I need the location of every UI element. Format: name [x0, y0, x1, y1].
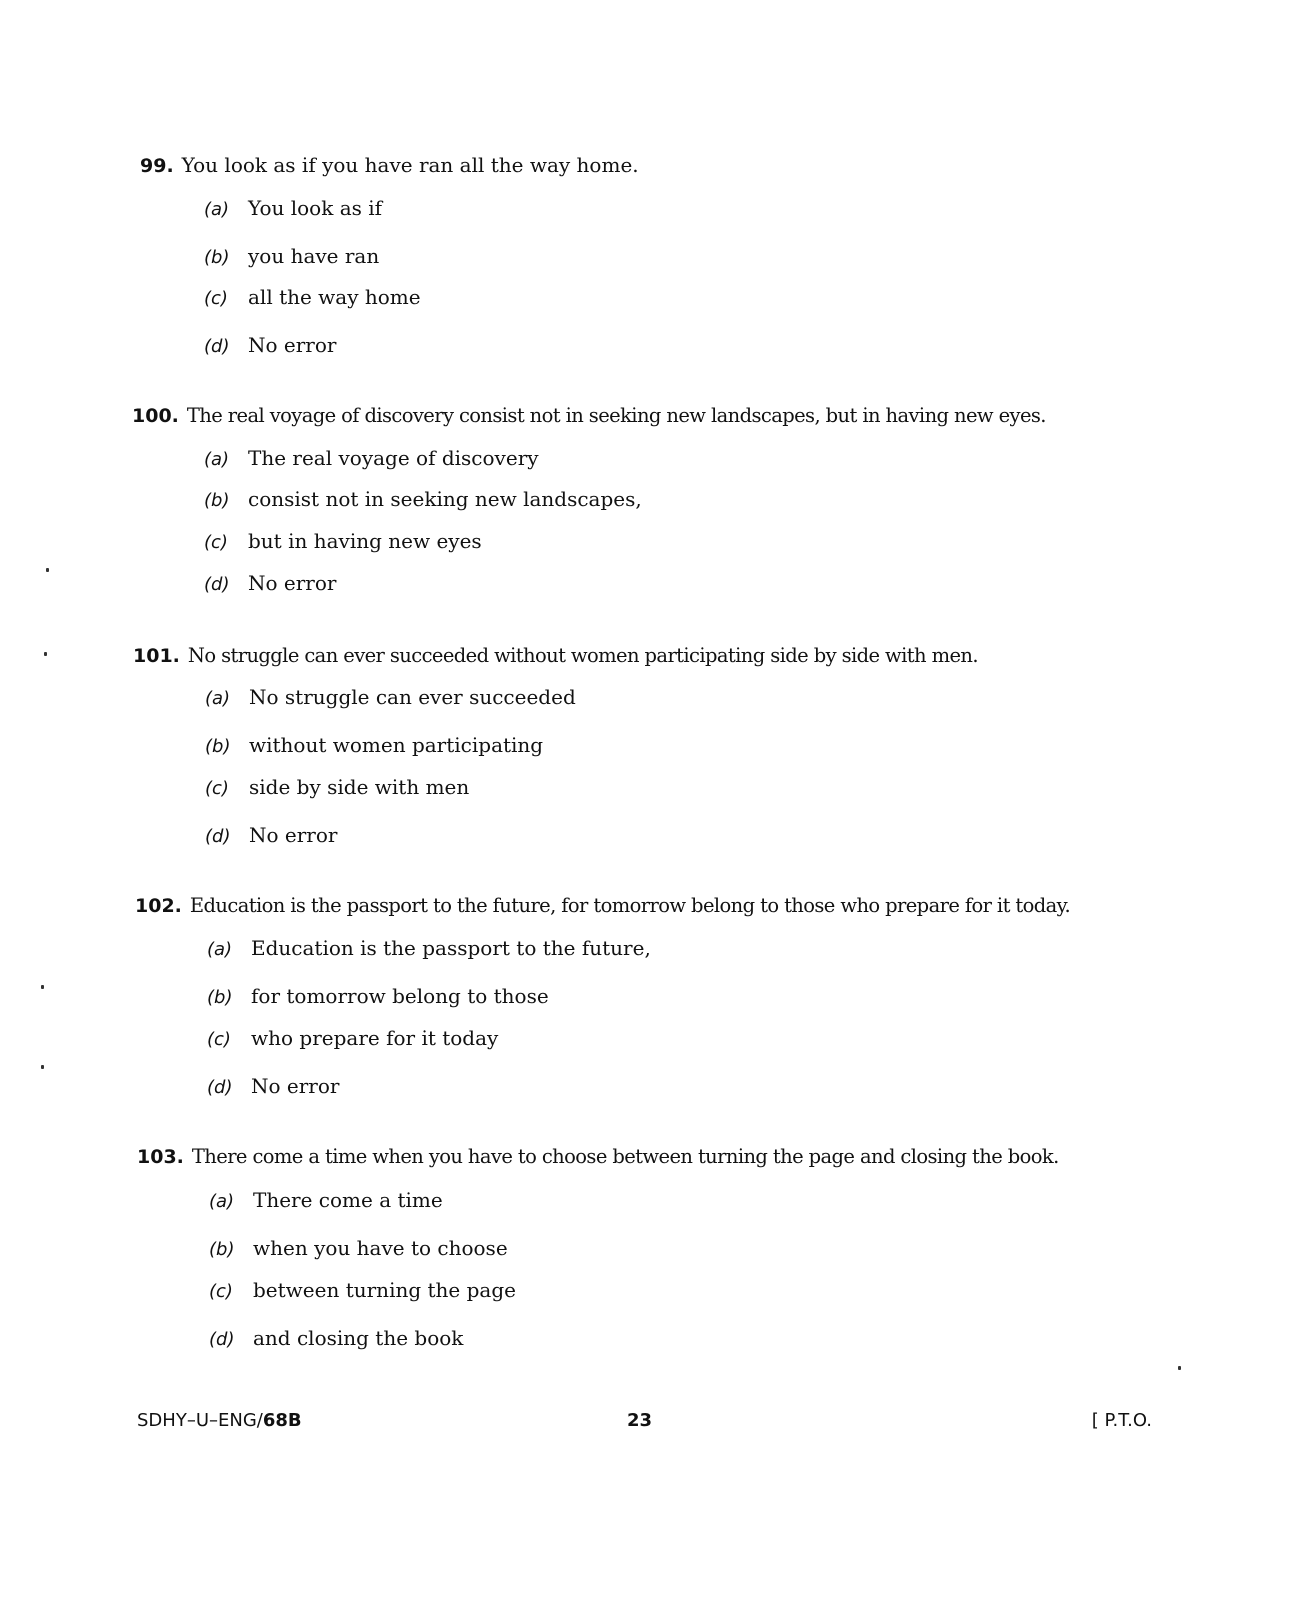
question-number: 102. [135, 895, 182, 917]
option-text: No error [248, 571, 337, 595]
question-number: 103. [137, 1146, 184, 1168]
question-100 [132, 400, 1152, 595]
option-label: (b) [207, 987, 233, 1008]
option-label: (d) [204, 574, 230, 595]
scan-speck [44, 652, 47, 656]
question-text: The real voyage of discovery consist not in seeking new landscapes, but in having new eyes. [186, 404, 1046, 427]
option-label: (c) [205, 778, 229, 799]
scan-speck [46, 568, 49, 572]
question-number: 100. [132, 405, 179, 427]
option-text: You look as if [248, 196, 383, 220]
option-b [205, 730, 543, 760]
option-text: There come a time [253, 1188, 443, 1212]
page-number: 23 [627, 1410, 653, 1431]
option-label: (c) [204, 532, 228, 553]
option-text: who prepare for it today [251, 1026, 499, 1050]
option-label: (b) [205, 736, 231, 757]
option-c [205, 772, 469, 802]
option-text: No error [248, 333, 337, 357]
question-102 [135, 890, 1155, 1098]
option-text: between turning the page [253, 1278, 516, 1302]
option-text: when you have to choose [253, 1236, 508, 1260]
page-footer [137, 1406, 1152, 1436]
question-stem [135, 890, 1155, 920]
option-text: No struggle can ever succeeded [249, 685, 576, 709]
option-label: (b) [204, 490, 230, 511]
option-b [207, 981, 549, 1011]
option-text: you have ran [248, 244, 380, 268]
pto-marker: [ P.T.O. [1091, 1410, 1152, 1431]
option-c [207, 1023, 498, 1053]
option-d [209, 1323, 463, 1353]
option-c [204, 282, 421, 312]
option-d [205, 820, 337, 850]
option-label: (a) [209, 1191, 235, 1212]
option-text: and closing the book [253, 1326, 464, 1350]
paper-code-prefix: SDHY–U–ENG/ [137, 1410, 263, 1431]
option-label: (a) [205, 688, 231, 709]
option-label: (c) [209, 1281, 233, 1302]
question-number: 101. [133, 645, 180, 667]
option-text: side by side with men [249, 775, 470, 799]
option-label: (b) [209, 1239, 235, 1260]
option-label: (c) [204, 288, 228, 309]
option-text: The real voyage of discovery [248, 446, 539, 470]
option-c [209, 1275, 516, 1305]
option-text: for tomorrow belong to those [251, 984, 549, 1008]
option-a [207, 933, 651, 963]
option-text: without women participating [249, 733, 544, 757]
question-stem [133, 640, 1153, 670]
option-b [204, 241, 379, 271]
question-text: You look as if you have ran all the way home. [181, 153, 639, 177]
question-text: Education is the passport to the future, for tomorrow belong to those who prepare for it today. [189, 894, 1071, 917]
question-103 [137, 1141, 1157, 1350]
paper-code [137, 1406, 302, 1436]
option-label: (b) [204, 247, 230, 268]
option-text: Education is the passport to the future, [251, 936, 651, 960]
question-99 [140, 150, 1160, 357]
option-c [204, 526, 482, 556]
option-label: (d) [207, 1077, 233, 1098]
question-stem [137, 1141, 1157, 1171]
option-label: (a) [207, 939, 233, 960]
option-label: (a) [204, 449, 230, 470]
question-text: There come a time when you have to choose between turning the page and closing the book. [191, 1145, 1059, 1168]
scan-speck [41, 1065, 44, 1069]
option-text: all the way home [248, 285, 421, 309]
question-text: No struggle can ever succeeded without women participating side by side with men. [187, 644, 978, 667]
option-label: (c) [207, 1029, 231, 1050]
option-a [204, 193, 382, 223]
option-label: (d) [204, 336, 230, 357]
option-d [207, 1071, 339, 1101]
option-text: consist not in seeking new landscapes, [248, 487, 642, 511]
question-stem [132, 400, 1152, 430]
scan-speck [41, 985, 44, 989]
option-d [204, 568, 336, 598]
option-text: No error [251, 1074, 340, 1098]
option-d [204, 330, 336, 360]
option-b [209, 1233, 508, 1263]
scan-speck [1178, 1366, 1181, 1370]
option-text: No error [249, 823, 338, 847]
option-label: (a) [204, 199, 230, 220]
option-a [209, 1185, 443, 1215]
option-a [204, 443, 539, 473]
question-101 [133, 640, 1153, 847]
question-stem [140, 150, 1160, 180]
option-label: (d) [205, 826, 231, 847]
option-a [205, 682, 576, 712]
question-number: 99. [140, 155, 174, 177]
option-text: but in having new eyes [248, 529, 482, 553]
option-b [204, 484, 642, 514]
option-label: (d) [209, 1329, 235, 1350]
paper-code-suffix: 68B [262, 1410, 302, 1431]
